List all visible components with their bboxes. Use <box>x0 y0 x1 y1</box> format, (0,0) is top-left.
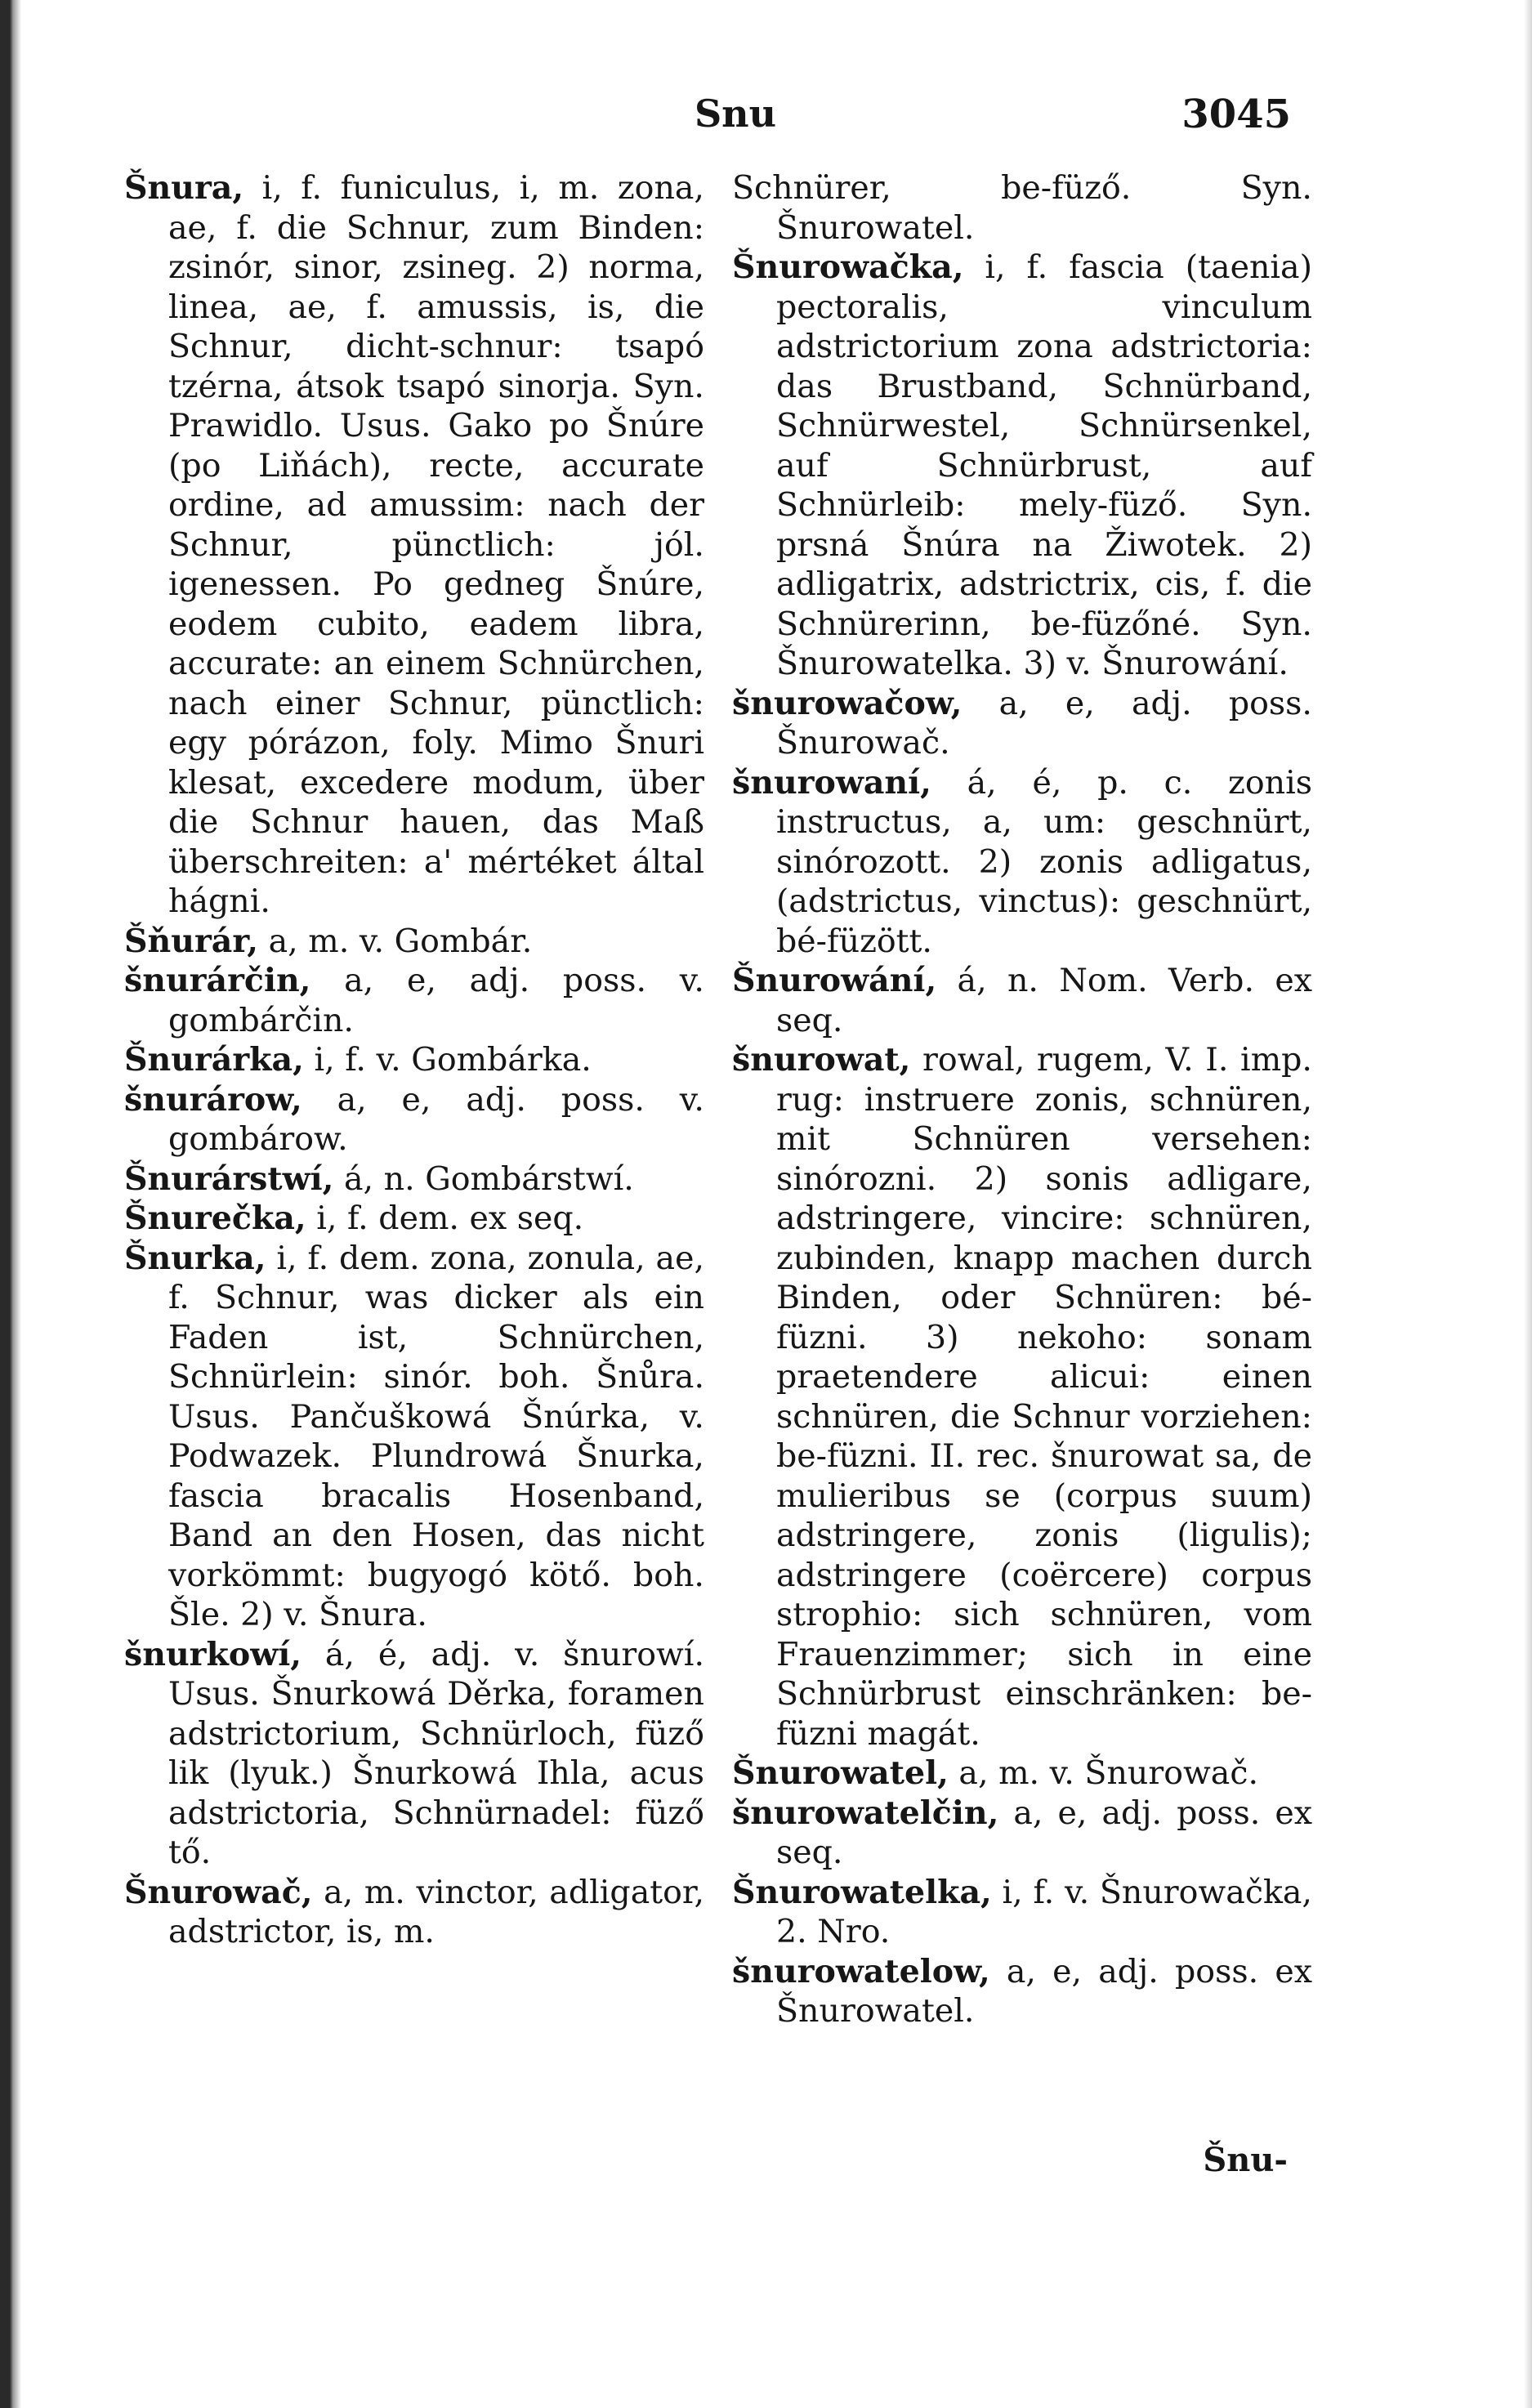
entry-headword: šnurkowí, <box>124 1635 301 1673</box>
entry-body: i, f. v. Gombárka. <box>303 1041 592 1079</box>
entry-headword: šnurowačow, <box>732 684 963 722</box>
dictionary-entry <box>732 1873 1312 1952</box>
dictionary-entry <box>124 1040 704 1080</box>
entry-body: á, é, p. c. zonis instructus, a, um: geschnürt, sinórozott. 2) zonis adligatus, (adstrictus, vinctus): geschnürt, bé-füzött. <box>776 763 1312 960</box>
dictionary-entry <box>732 1040 1312 1754</box>
entry-headword: šnurowatelow, <box>732 1952 990 1990</box>
entry-headword: Šnurowání, <box>732 962 937 999</box>
entry-headword: šnurárow, <box>124 1080 302 1119</box>
dictionary-entry <box>732 248 1312 684</box>
entry-headword: Šnurowačka, <box>732 248 964 286</box>
entry-headword: Šnurowatel, <box>732 1754 949 1792</box>
dictionary-entry <box>124 1199 704 1239</box>
entry-body: i, f. fascia (taenia) pectoralis, vinculum adstrictorium zona adstrictoria: das Brustband, Schnürband, Schnürwestel, Schnürsenkel, auf Schnürbrust, auf Schnürleib: mely-füző. Syn. prsná Šnúra na Žiwotek. 2) adligatrix, adstrictrix, cis, f. die Schnürerinn, be-füzőné. Syn. Šnurowatelka. 3) v. Šnurowání. <box>776 248 1312 682</box>
entry-headword: Šnurárka, <box>124 1041 304 1079</box>
entry-body: a, e, adj. poss. Šnurowač. <box>776 684 1312 762</box>
entry-headword: Šnurka, <box>124 1239 266 1277</box>
entry-headword: Šnurowatelka, <box>732 1873 992 1911</box>
entry-body: á, n. Gombárstwí. <box>333 1159 634 1198</box>
entry-headword: šnurárčin, <box>124 962 311 999</box>
entry-body: a, e, adj. poss. v. gombárow. <box>168 1080 704 1158</box>
entry-headword: šnurowatelčin, <box>732 1794 999 1832</box>
dictionary-entry <box>124 1635 704 1873</box>
right-column <box>732 168 1312 2031</box>
dictionary-entry <box>732 1754 1312 1794</box>
entry-body: á, é, adj. v. šnurowí. Usus. Šnurkowá Děrka, foramen adstrictorium, Schnürloch, füző lik (lyuk.) Šnurkowá Ihla, acus adstrictoria, Schnürnadel: füző tő. <box>168 1635 704 1871</box>
dictionary-entry <box>732 1794 1312 1873</box>
entry-body: a, e, adj. poss. ex Šnurowatel. <box>776 1952 1312 2030</box>
dictionary-entry <box>124 168 704 922</box>
entry-body: rowal, rugem, V. I. imp. rug: instruere zonis, schnüren, mit Schnüren versehen: sinórozni. 2) sonis adligare, adstringere, vincire: schnüren, zubinden, knapp machen durch Binden, oder Schnüren: bé-füzni. 3) nekoho: sonam praetendere alicui: einen schnüren, die Schnur vorziehen: be-füzni. II. rec. šnurowat sa, de mulieribus se (corpus suum) adstringere, zonis (ligulis); adstringere (coërcere) corpus strophio: sich schnüren, vom Frauenzimmer; sich in eine Schnürbrust einschränken: be-füzni magát. <box>776 1041 1312 1753</box>
dictionary-entry <box>732 1952 1312 2031</box>
entry-body: a, e, adj. poss. ex seq. <box>776 1794 1312 1871</box>
entry-body: i, f. v. Šnurowačka, 2. Nro. <box>776 1873 1312 1950</box>
entry-body: a, e, adj. poss. v. gombárčin. <box>168 962 704 1039</box>
entry-headword: Šňurár, <box>124 922 259 960</box>
entry-headword: šnurowat, <box>732 1041 911 1079</box>
entry-body: i, f. funiculus, i, m. zona, ae, f. die Schnur, zum Binden: zsinór, sinor, zsineg. 2) norma, linea, ae, f. amussis, is, die Schnur, dicht-schnur: tsapó tzérna, átsok tsapó sinorja. Syn. Prawidlo. Usus. Gako po Šnúre (po Liňách), recte, accurate ordine, ad amussim: nach der Schnur, pünctlich: jól. igenessen. Po gedneg Šnúre, eodem cubito, eadem libra, accurate: an einem Schnürchen, nach einer Schnur, pünctlich: egy pórázon, foly. Mimo Šnuri klesat, excedere modum, über die Schnur hauen, das Maß überschreiten: a' mértéket által hágni. <box>168 169 704 920</box>
page-edge <box>1524 0 1532 2408</box>
dictionary-entry <box>124 922 704 962</box>
entry-body: a, m. vinctor, adligator, adstrictor, is, m. <box>168 1873 704 1950</box>
running-head: Snu <box>694 92 777 136</box>
entry-headword: Šnurečka, <box>124 1200 306 1237</box>
dictionary-entry <box>124 961 704 1040</box>
binding-edge <box>0 0 21 2408</box>
entry-body: i, f. dem. zona, zonula, ae, f. Schnur, was dicker als ein Faden ist, Schnürchen, Schnürlein: sinór. boh. Šnůra. Usus. Pančuškowá Šnúrka, v. Podwazek. Plundrowá Šnurka, fascia bracalis Hosenband, Band an den Hosen, das nicht vorkömmt: bugyogó kötő. boh. Šle. 2) v. Šnura. <box>168 1239 704 1633</box>
dictionary-entry <box>124 1873 704 1952</box>
page-number: 3045 <box>1181 92 1291 137</box>
entry-body: a, m. v. Gombár. <box>258 922 533 960</box>
dictionary-entry <box>732 961 1312 1040</box>
left-column <box>124 168 704 1952</box>
dictionary-entry <box>124 1159 704 1200</box>
catchword: Šnu- <box>1203 2141 1288 2179</box>
dictionary-entry <box>732 763 1312 962</box>
entry-body: á, n. Nom. Verb. ex seq. <box>776 962 1312 1039</box>
page-header <box>0 85 1532 150</box>
dictionary-entry <box>732 684 1312 763</box>
dictionary-entry-continuation <box>732 168 1312 248</box>
entry-headword: šnurowaní, <box>732 763 931 802</box>
dictionary-entry <box>124 1080 704 1159</box>
entry-headword: Šnurárstwí, <box>124 1159 334 1198</box>
entry-body: Schnürer, be-füző. Syn. Šnurowatel. <box>732 169 1312 247</box>
dictionary-entry <box>124 1239 704 1635</box>
entry-body: a, m. v. Šnurowač. <box>948 1754 1259 1792</box>
entry-headword: Šnurowač, <box>124 1873 313 1911</box>
entry-body: i, f. dem. ex seq. <box>306 1200 584 1237</box>
entry-headword: Šnura, <box>124 169 244 207</box>
